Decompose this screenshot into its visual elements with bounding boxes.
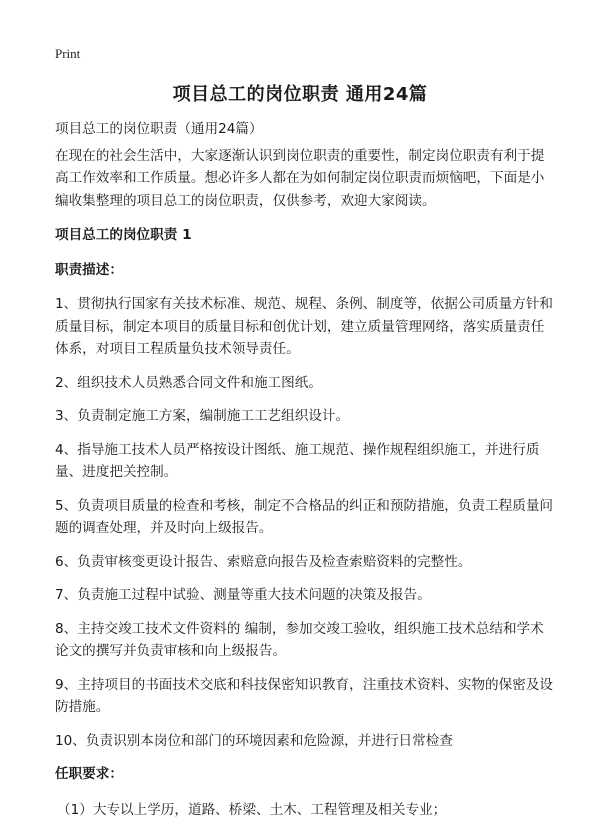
duty-item: 4、指导施工技术人员严格按设计图纸、施工规范、操作规程组织施工，并进行质量、进度把关控制。 bbox=[55, 441, 540, 480]
duty-item: 8、主持交竣工技术文件资料的 编制，参加交竣工验收，组织施工技术总结和学术论文的撰写并负责审核和向上级报告。 bbox=[55, 620, 544, 659]
duty-item: 7、负责施工过程中试验、测量等重大技术问题的决策及报告。 bbox=[55, 587, 431, 603]
requirement-item: （1）大专以上学历，道路、桥梁、土木、工程管理及相关专业； bbox=[57, 801, 447, 818]
duty-item: 1、贯彻执行国家有关技术标准、规范、规程、条例、制度等，依据公司质量方针和质量目标，制定本项目的质量目标和创优计划，建立质量管理网络，落实质量责任体系，对项目工程质量负技术领导责任。 bbox=[55, 296, 554, 357]
print-label: Print bbox=[55, 46, 81, 61]
duty-item: 10、负责识别本岗位和部门的环境因素和危险源，并进行日常检查 bbox=[55, 732, 453, 749]
page-title: 项目总工的岗位职责 通用24篇 bbox=[172, 84, 428, 105]
section-heading: 项目总工的岗位职责 1 bbox=[55, 227, 192, 243]
duty-item: 3、负责制定施工方案，编制施工工艺组织设计。 bbox=[55, 408, 350, 424]
duties-heading: 职责描述： bbox=[55, 261, 123, 278]
duty-item: 2、组织技术人员熟悉合同文件和施工图纸。 bbox=[55, 374, 322, 391]
requirements-heading: 任职要求： bbox=[55, 766, 123, 782]
duty-item: 6、负责审核变更设计报告、索赔意向报告及检查索赔资料的完整性。 bbox=[55, 553, 472, 570]
intro-paragraph: 在现在的社会生活中，大家逐渐认识到岗位职责的重要性，制定岗位职责有利于提高工作效率和工作质量。想必许多人都在为如何制定岗位职责而烦恼吧，下面是小编收集整理的项目总工的岗位职责，仅供参考，欢迎大家阅读。 bbox=[55, 147, 545, 209]
document-body bbox=[55, 118, 555, 821]
duty-item: 5、负责项目质量的检查和考核，制定不合格品的纠正和预防措施，负责工程质量问题的调查处理，并及时向上级报告。 bbox=[55, 497, 554, 536]
document-subtitle: 项目总工的岗位职责（通用24篇） bbox=[55, 121, 263, 137]
duty-item: 9、主持项目的书面技术交底和科技保密知识教育，注重技术资料、实物的保密及设防措施。 bbox=[55, 676, 554, 715]
